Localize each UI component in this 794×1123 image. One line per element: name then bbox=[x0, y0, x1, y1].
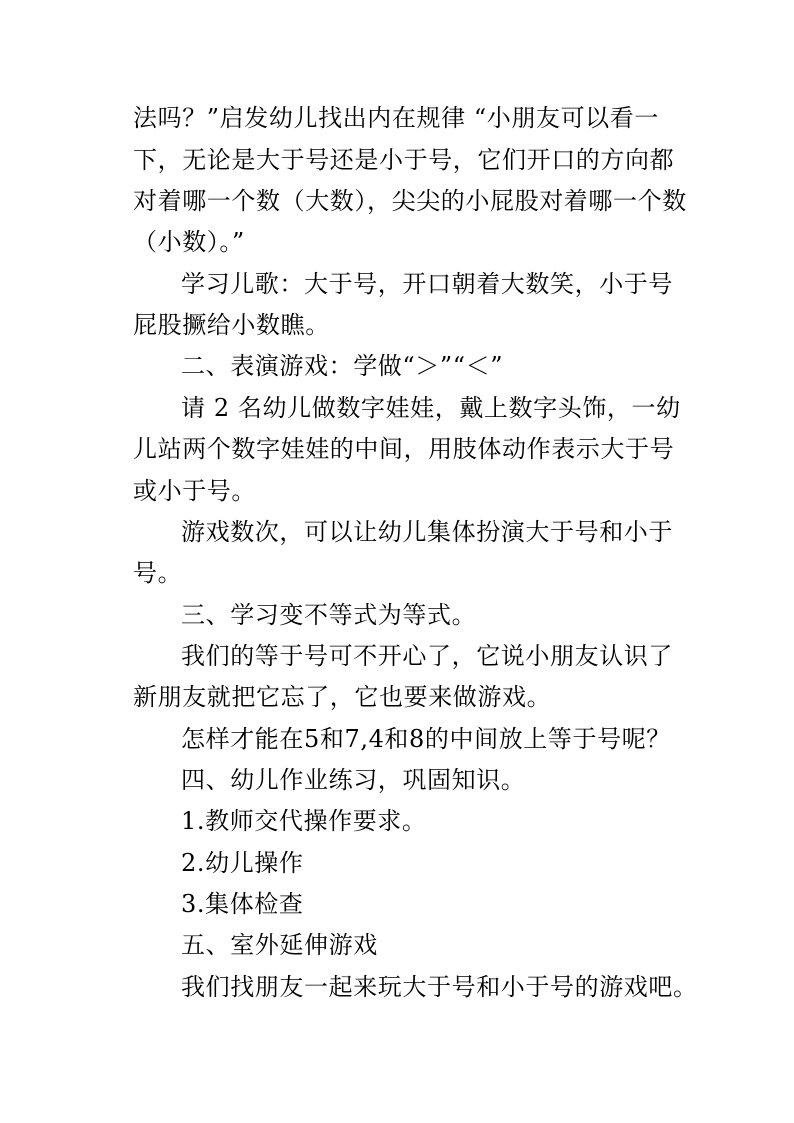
text-line: 儿站两个数字娃娃的中间，用肢体动作表示大于号 bbox=[133, 435, 675, 463]
text-line: 我们的等于号可不开心了，它说小朋友认识了 bbox=[181, 642, 673, 670]
section-heading: 四、幼儿作业练习，巩固知识。 bbox=[181, 766, 526, 794]
text-line: （小数）。” bbox=[133, 228, 245, 256]
text-line: 对着哪一个数（大数），尖尖的小屁股对着哪一个数 bbox=[133, 187, 687, 215]
list-item: 2.幼儿操作 bbox=[181, 849, 304, 877]
list-item: 3.集体检查 bbox=[181, 890, 304, 918]
text-line: 新朋友就把它忘了，它也要来做游戏。 bbox=[133, 683, 552, 711]
text-line: 法吗？”启发幼儿找出内在规律 “小朋友可以看一 bbox=[133, 104, 659, 132]
text-line: 游戏数次，可以让幼儿集体扮演大于号和小于 bbox=[181, 518, 673, 546]
text-line: 请 2 名幼儿做数字娃娃，戴上数字头饰，一幼 bbox=[181, 394, 681, 422]
text-line: 号。 bbox=[133, 559, 183, 587]
text-line: 屁股撅给小数瞧。 bbox=[133, 311, 330, 339]
section-heading: 二、表演游戏：学做“＞”“＜” bbox=[181, 352, 504, 380]
list-item: 1.教师交代操作要求。 bbox=[181, 807, 427, 835]
text-line: 我们找朋友一起来玩大于号和小于号的游戏吧。 bbox=[181, 973, 698, 1001]
section-heading: 五、室外延伸游戏 bbox=[181, 931, 378, 959]
text-line: 学习儿歌：大于号，开口朝着大数笑，小于号 bbox=[181, 270, 673, 298]
text-line: 或小于号。 bbox=[133, 477, 256, 505]
section-heading: 三、学习变不等式为等式。 bbox=[181, 601, 477, 629]
text-line: 下，无论是大于号还是小于号，它们开口的方向都 bbox=[133, 146, 675, 174]
text-line: 怎样才能在5和7,4和8的中间放上等于号呢？ bbox=[181, 725, 671, 753]
